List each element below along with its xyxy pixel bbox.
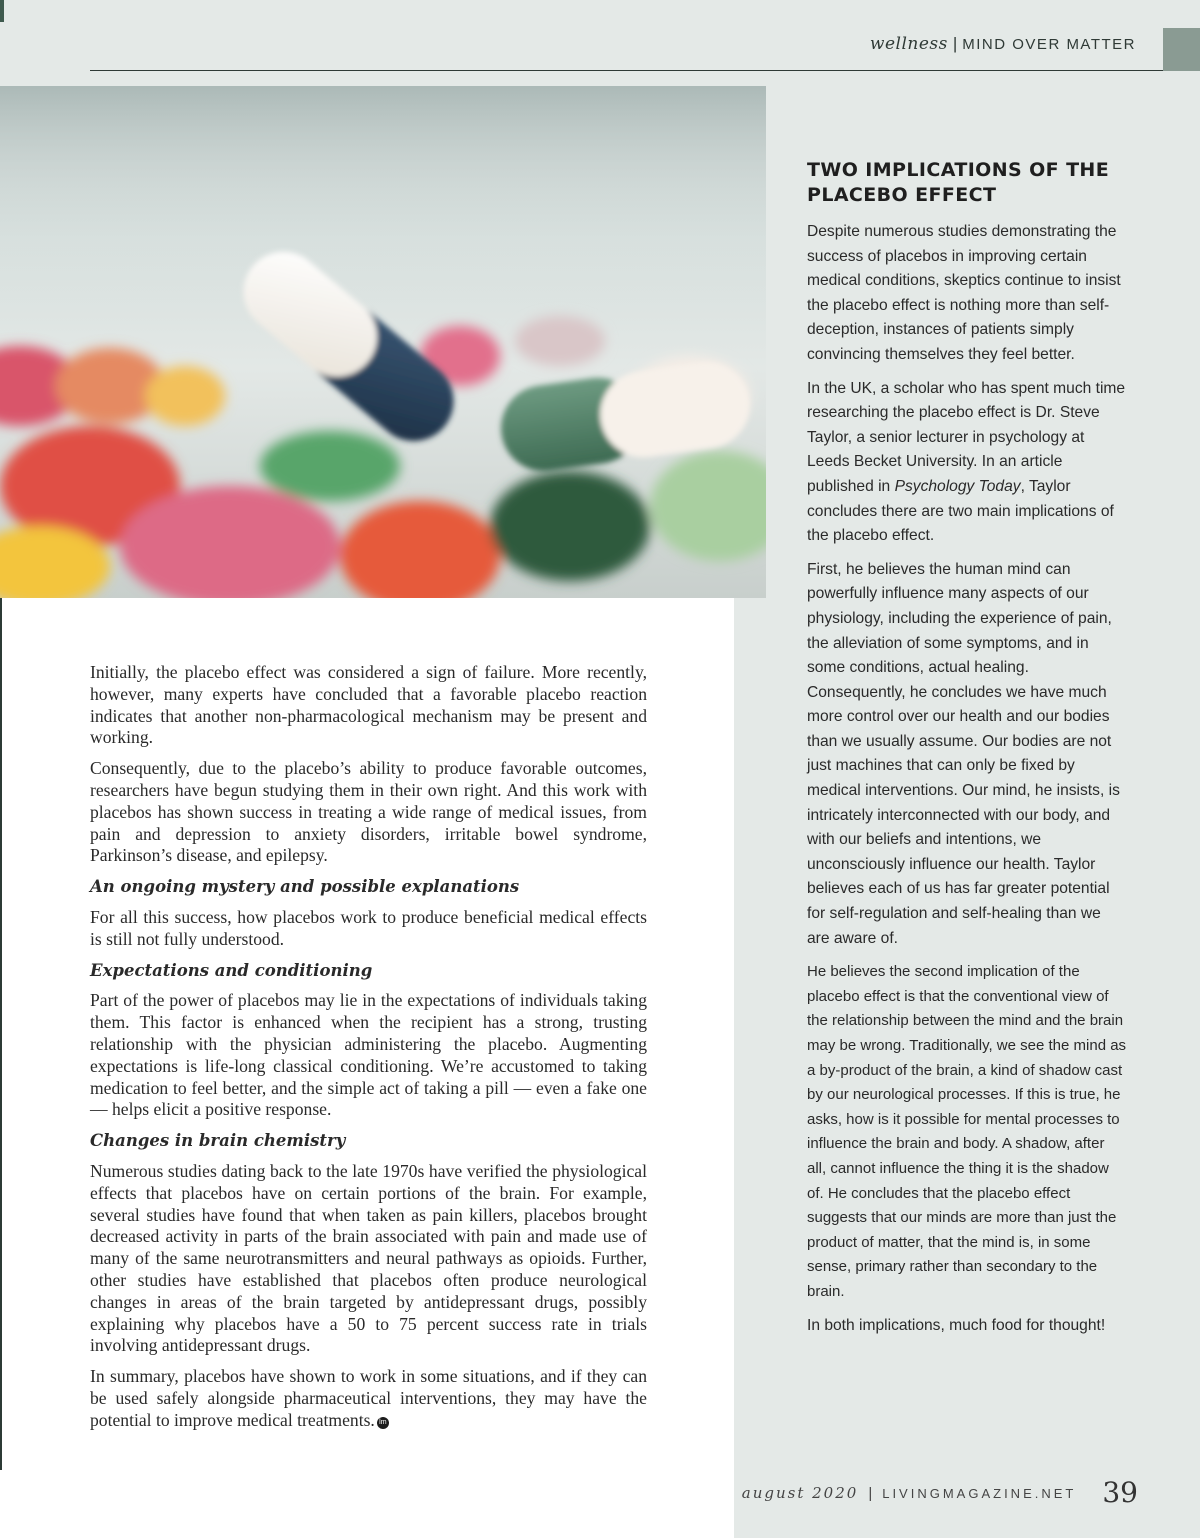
header-rule <box>90 70 1163 71</box>
subheading: Expectations and conditioning <box>90 960 373 980</box>
capsules-illustration <box>0 86 766 598</box>
header-accent-block <box>1163 28 1200 71</box>
sidebar-heading: TWO IMPLICATIONS OF THE PLACEBO EFFECT <box>807 159 1110 206</box>
sidebar-paragraph <box>807 377 1127 549</box>
sidebar-text: In the UK, a scholar who has spent much time researching the placebo effect is Dr. Steve Taylor, a senior lecturer in psychology at Leeds Becket University. In an article published in <box>807 379 1126 495</box>
body-paragraph: Part of the power of placebos may lie in the expectations of individuals taking them. This factor is enhanced when the recipient has a strong, trusting relationship with the physician administering the placebo. Augmenting expectations is life-long classical conditioning. We’re accustomed to taking medication to feel better, and the simple act of taking a pill — even a fake one — helps elicit a positive response. <box>90 990 647 1120</box>
body-paragraph: Consequently, due to the placebo’s ability to produce favorable outcomes, researchers have begun studying them in their own right. And this work with placebos has shown success in treating a wide range of medical issues, from pain and depression to anxiety disorders, irritable bowel syndrome, Parkinson’s disease, and epilepsy. <box>90 758 647 866</box>
section-name: wellness <box>869 34 948 54</box>
body-paragraph: Initially, the placebo effect was considered a sign of failure. More recently, however, many experts have concluded that a favorable placebo reaction indicates that another non-pharmacological mechanism may be present and working. <box>90 662 647 748</box>
column-topic: MIND OVER MATTER <box>962 36 1136 53</box>
subheading: Changes in brain chemistry <box>90 1131 346 1151</box>
sidebar-paragraph: Despite numerous studies demonstrating the success of placebos in improving certain medical conditions, skeptics continue to insist the placebo effect is nothing more than self-deception, instances of patients simply convincing themselves they feel better. <box>807 223 1121 363</box>
publication-title: Psychology Today <box>894 477 1021 495</box>
sidebar-paragraph: In both implications, much food for thought! <box>807 1316 1106 1334</box>
issue-date: august 2020 <box>741 1484 859 1502</box>
article-body <box>90 662 647 1441</box>
body-paragraph: For all this success, how placebos work to produce beneficial medical effects is still not fully understood. <box>90 906 647 949</box>
left-edge-rule <box>0 598 2 1470</box>
page-number: 39 <box>1102 1476 1138 1509</box>
sidebar-paragraph: First, he believes the human mind can powerfully influence many aspects of our physiology, including the experience of pain, the alleviation of some symptoms, and in some conditions, actual healing. Consequently, he concludes we have much more control over our health and our bodies than we usually assume. Our bodies are not just machines that can only be fixed by medical interventions. Our mind, he insists, is intricately interconnected with our body, and with our beliefs and intentions, we unconsciously influence our health. Taylor believes each of us has far greater potential for self-regulation and self-healing than we are aware of. <box>807 560 1120 947</box>
sidebar <box>807 158 1127 1347</box>
body-paragraph: Numerous studies dating back to the late 1970s have verified the physiological effects that placebos have on certain portions of the brain. For example, several studies have found that when taken as pain killers, placebos brought decreased activity in parts of the brain associated with pain and made use of many of the same neurotransmitters and neural pathways as opioids. Further, other studies have established that placebos often produce neurological changes in areas of the brain targeted by antidepressant drugs, possibly explaining why placebos have a 50 to 75 percent success rate in trials involving antidepressant drugs. <box>90 1160 647 1356</box>
running-head <box>870 34 1136 54</box>
header-separator: | <box>952 34 958 53</box>
sidebar-text: , Taylor concludes there are two main implications of the placebo effect. <box>807 477 1114 545</box>
corner-accent <box>0 0 4 22</box>
closing-paragraph <box>90 1366 647 1431</box>
footer-separator: | <box>868 1485 873 1502</box>
end-mark-icon: lm <box>377 1417 389 1429</box>
website-link[interactable]: LIVINGMAGAZINE.NET <box>882 1486 1077 1501</box>
sidebar-paragraph: He believes the second implication of the placebo effect is that the conventional view of the relationship between the mind and the brain may be wrong. Traditionally, we see the mind as a by-product of the brain, a kind of shadow cast by our neurological processes. If this is true, he asks, how is it possible for mental processes to influence the brain and body. A shadow, after all, cannot influence the thing it is the shadow of. He concludes that the placebo effect suggests that our minds are more than just the product of matter, that the mind is, in some sense, primary rather than secondary to the brain. <box>807 963 1127 1300</box>
page-footer <box>742 1476 1138 1509</box>
subheading: An ongoing mystery and possible explanations <box>90 877 520 897</box>
capsules-photo <box>0 86 766 598</box>
closing-text: In summary, placebos have shown to work in some situations, and if they can be used safely alongside pharmaceutical interventions, they may have the potential to improve medical treatments. <box>90 1366 647 1430</box>
